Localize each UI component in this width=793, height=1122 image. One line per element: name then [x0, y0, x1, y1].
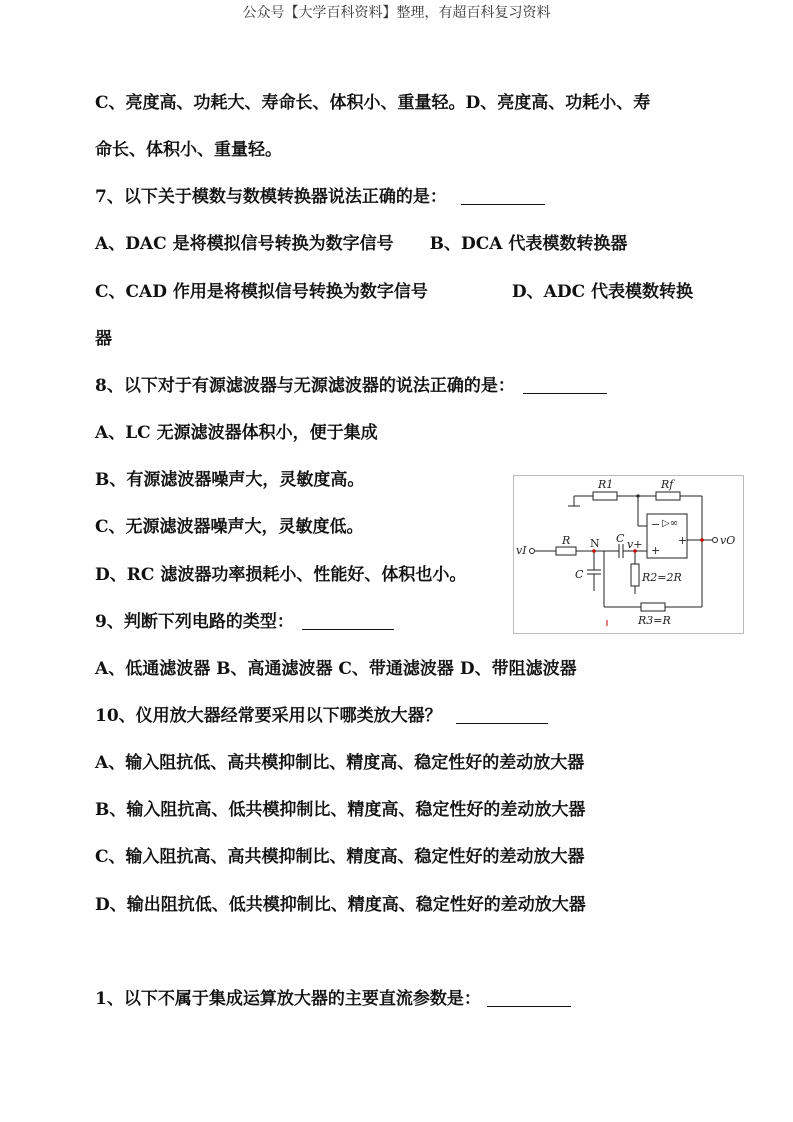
question-9 [95, 611, 394, 633]
r1-resistor [593, 492, 617, 500]
output-node-dot [700, 538, 704, 542]
option-d-continued: 命长、体积小、重量轻。 [95, 140, 282, 160]
option-10c: C、输入阻抗高、高共模抑制比、精度高、稳定性好的差动放大器 [95, 847, 585, 867]
answer-blank-9[interactable] [302, 613, 394, 630]
page-header: 公众号【大学百科资料】整理，有超百科复习资料 [242, 5, 551, 21]
option-8a: A、LC 无源滤波器体积小，便于集成 [95, 423, 378, 443]
answer-blank-7[interactable] [461, 188, 545, 205]
question-7 [95, 186, 545, 208]
option-7d: D、ADC 代表模数转换 [511, 282, 694, 302]
opamp-minus: − [651, 518, 661, 531]
label-vplus: v+ [627, 538, 643, 551]
label-r3: R3=R [638, 614, 671, 627]
option-7a: A、DAC 是将模拟信号转换为数字信号 [95, 234, 394, 254]
label-r1: R1 [598, 478, 614, 491]
option-8d: D、RC 滤波器功率损耗小、性能好、体积也小。 [95, 565, 467, 585]
label-r: R [562, 534, 571, 547]
option-c-line: C、亮度高、功耗大、寿命长、体积小、重量轻。D、亮度高、功耗小、寿 [95, 93, 651, 113]
question-9-text: 9、判断下列电路的类型： [95, 612, 294, 632]
option-10a: A、输入阻抗低、高共模抑制比、精度高、稳定性好的差动放大器 [95, 753, 585, 773]
option-7d-continued: 器 [95, 329, 112, 349]
option-7c: C、CAD 作用是将模拟信号转换为数字信号 [95, 282, 428, 302]
r-resistor [556, 547, 576, 555]
filter-circuit-diagram [513, 475, 744, 634]
r1-rf-junction-dot [636, 494, 639, 497]
question-7-options-ab [95, 233, 627, 255]
answer-blank-10[interactable] [456, 707, 548, 724]
input-terminal [530, 549, 535, 554]
question-1-text: 1、以下不属于集成运算放大器的主要直流参数是： [95, 989, 481, 1009]
question-8-text: 8、以下对于有源滤波器与无源滤波器的说法正确的是： [95, 376, 515, 396]
option-8c: C、无源滤波器噪声大，灵敏度低。 [95, 517, 364, 537]
output-terminal [713, 538, 718, 543]
label-rf: Rf [661, 478, 674, 491]
label-c-shunt: C [575, 568, 584, 581]
option-10d: D、输出阻抗低、低共模抑制比、精度高、稳定性好的差动放大器 [95, 895, 586, 915]
answer-blank-1[interactable] [487, 990, 571, 1007]
rf-resistor [656, 492, 680, 500]
circuit-svg [514, 476, 743, 633]
opamp-symbol: ▷∞ [662, 518, 679, 529]
label-r2: R2=2R [642, 571, 682, 584]
option-10b: B、输入阻抗高、低共模抑制比、精度高、稳定性好的差动放大器 [95, 800, 586, 820]
question-7-options-cd [95, 281, 693, 303]
option-8b: B、有源滤波器噪声大，灵敏度高。 [95, 470, 365, 490]
label-vo: vO [720, 534, 736, 547]
question-9-options: A、低通滤波器 B、高通滤波器 C、带通滤波器 D、带阻滤波器 [95, 659, 577, 679]
label-n: N [590, 537, 600, 550]
opamp-plus-output: + [678, 534, 688, 547]
answer-blank-8[interactable] [523, 377, 607, 394]
question-10 [95, 705, 548, 727]
option-7b: B、DCA 代表模数转换器 [429, 234, 628, 254]
question-1 [95, 988, 571, 1010]
question-7-text: 7、以下关于模数与数模转换器说法正确的是： [95, 187, 447, 207]
r2-resistor [631, 564, 639, 586]
label-vi: vI [516, 544, 527, 557]
question-10-text: 10、仪用放大器经常要采用以下哪类放大器？ [95, 706, 442, 726]
r3-resistor [641, 603, 665, 611]
label-c-series: C [616, 532, 625, 545]
question-8 [95, 375, 607, 397]
opamp-plus-input: + [651, 544, 661, 557]
